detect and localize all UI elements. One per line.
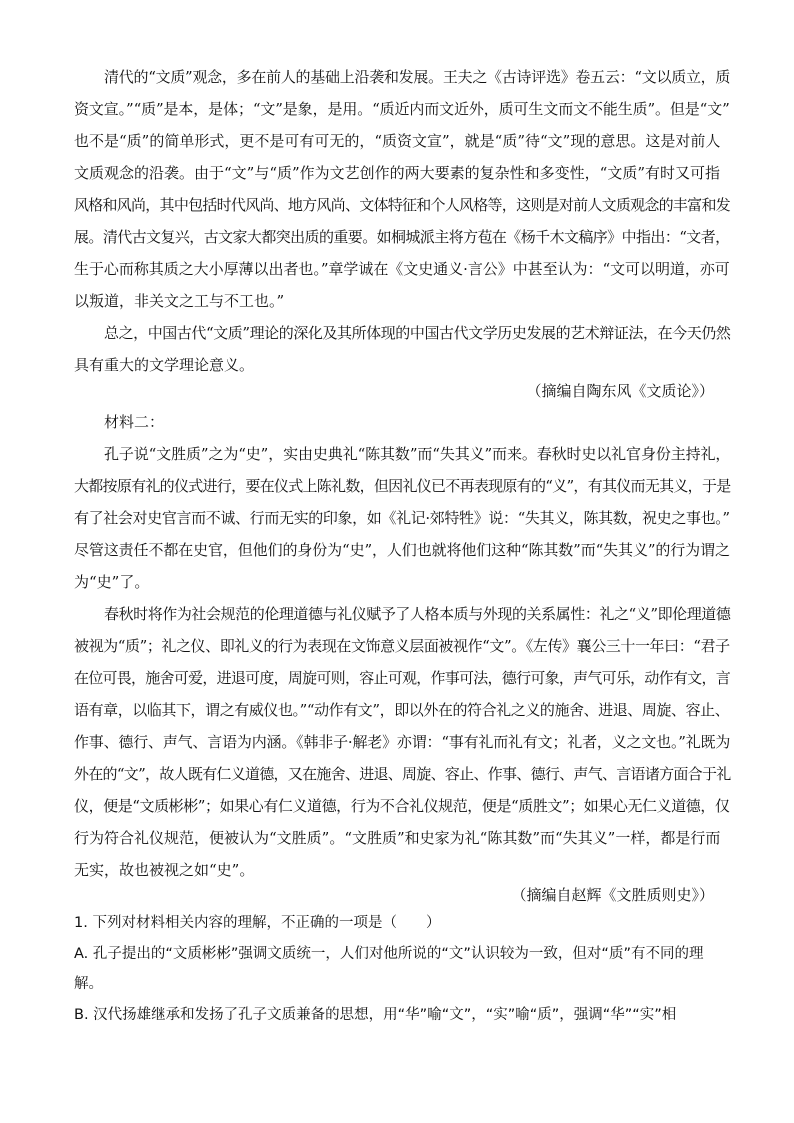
paragraph-line: 总之，中国古代“文质”理论的深化及其所体现的中国古代文学历史发展的艺术辩证法，在今天仍然 <box>104 324 731 342</box>
paragraph-line: 行为符合礼仪规范，便被认为“文胜质”。“文胜质”和史家为礼“陈其数”而“失其义”一样，都是行而 <box>74 829 721 847</box>
paragraph-line: 具有重大的文学理论意义。 <box>74 356 255 374</box>
option-a: A. 孔子提出的“文质彬彬”强调文质统一，人们对他所说的“文”认识较为一致，但对“质”有不同的理 <box>74 946 704 962</box>
paragraph-line: 以叛道，非关文之工与不工也。” <box>74 292 285 310</box>
paragraph-line: 为“史”了。 <box>74 573 150 591</box>
source-citation: （摘编自陶东风《文质论》） <box>526 382 714 400</box>
paragraph-line: 大都按原有礼的仪式进行，要在仪式上陈礼数，但因礼仪已不再表现原有的“义”，有其仪而无其义，于是 <box>74 477 731 495</box>
paragraph-line: 仪，便是“文质彬彬”；如果心有仁义道德，行为不合礼仪规范，便是“质胜文”；如果心无仁义道德，仅 <box>74 797 730 815</box>
material-heading: 材料二： <box>104 413 165 431</box>
question-stem: 1. 下列对材料相关内容的理解，不正确的一项是（ ） <box>74 915 441 931</box>
paragraph-line: 也不是“质”的简单形式，更不是可有可无的，“质资文宣”，就是“质”待“文”现的意思。这是对前人 <box>74 132 721 150</box>
paragraph-line: 风格和风尚，其中包括时代风尚、地方风尚、文体特征和个人风格等，这则是对前人文质观念的丰富和发 <box>74 196 730 214</box>
paragraph-line: 尽管这责任不都在史官，但他们的身份为“史”，人们也就将他们这种“陈其数”而“失其义”的行为谓之 <box>74 541 730 559</box>
paragraph-line: 被视为“质”；礼之仪、即礼义的行为表现在文饰意义层面被视作“文”。《左传》襄公三十一年曰：“君子 <box>74 637 730 655</box>
source-citation: （摘编自赵辉《文胜质则史》） <box>511 886 714 904</box>
paragraph-line: 无实，故也被视之如“史”。 <box>74 861 255 879</box>
paragraph-line: 春秋时将作为社会规范的伦理道德与礼仪赋予了人格本质与外现的关系属性：礼之“义”即伦理道德 <box>104 605 731 623</box>
paragraph-line: 在位可畏，施舍可爱，进退可度，周旋可则，容止可观，作事可法，德行可象，声气可乐，动作有文，言 <box>74 669 730 687</box>
paragraph-line: 生于心而称其质之大小厚薄以出者也。”章学诚在《文史通义·言公》中甚至认为：“文可以明道，亦可 <box>74 260 730 278</box>
paragraph-line: 有了社会对史官言而不诚、行而无实的印象，如《礼记·郊特牲》说：“失其义，陈其数，祝史之事也。” <box>74 509 730 527</box>
paragraph-line: 外在的“文”，故人既有仁义道德，又在施舍、进退、周旋、容止、作事、德行、声气、言语诸方面合于礼 <box>74 765 731 783</box>
paragraph-line: 资文宣。”“质”是本，是体；“文”是象，是用。“质近内而文近外，质可生文而文不能生质”。但是“文” <box>74 100 730 118</box>
option-a-continued: 解。 <box>74 976 103 992</box>
option-b: B. 汉代扬雄继承和发扬了孔子文质兼备的思想，用“华”喻“文”，“实”喻“质”，强调“华”“实”相 <box>74 1007 677 1023</box>
paragraph-line: 文质观念的沿袭。由于“文”与“质”作为文艺创作的两大要素的复杂性和多变性，“文质”有时又可指 <box>74 164 721 182</box>
paragraph-line: 孔子说“文胜质”之为“史”，实由史典礼“陈其数”而“失其义”而来。春秋时史以礼官身份主持礼， <box>104 445 731 463</box>
paragraph-line: 清代的“文质”观念，多在前人的基础上沿袭和发展。王夫之《古诗评选》卷五云：“文以质立，质 <box>104 68 731 86</box>
paragraph-line: 语有章，以临其下，谓之有威仪也。”“动作有文”，即以外在的符合礼之义的施舍、进退、周旋、容止、 <box>74 701 730 719</box>
paragraph-line: 作事、德行、声气、言语为内涵。《韩非子·解老》亦谓：“事有礼而礼有文；礼者，义之文也。”礼既为 <box>74 733 731 751</box>
paragraph-line: 展。清代古文复兴，古文家大都突出质的重要。如桐城派主将方苞在《杨千木文稿序》中指出：“文者， <box>74 228 730 246</box>
